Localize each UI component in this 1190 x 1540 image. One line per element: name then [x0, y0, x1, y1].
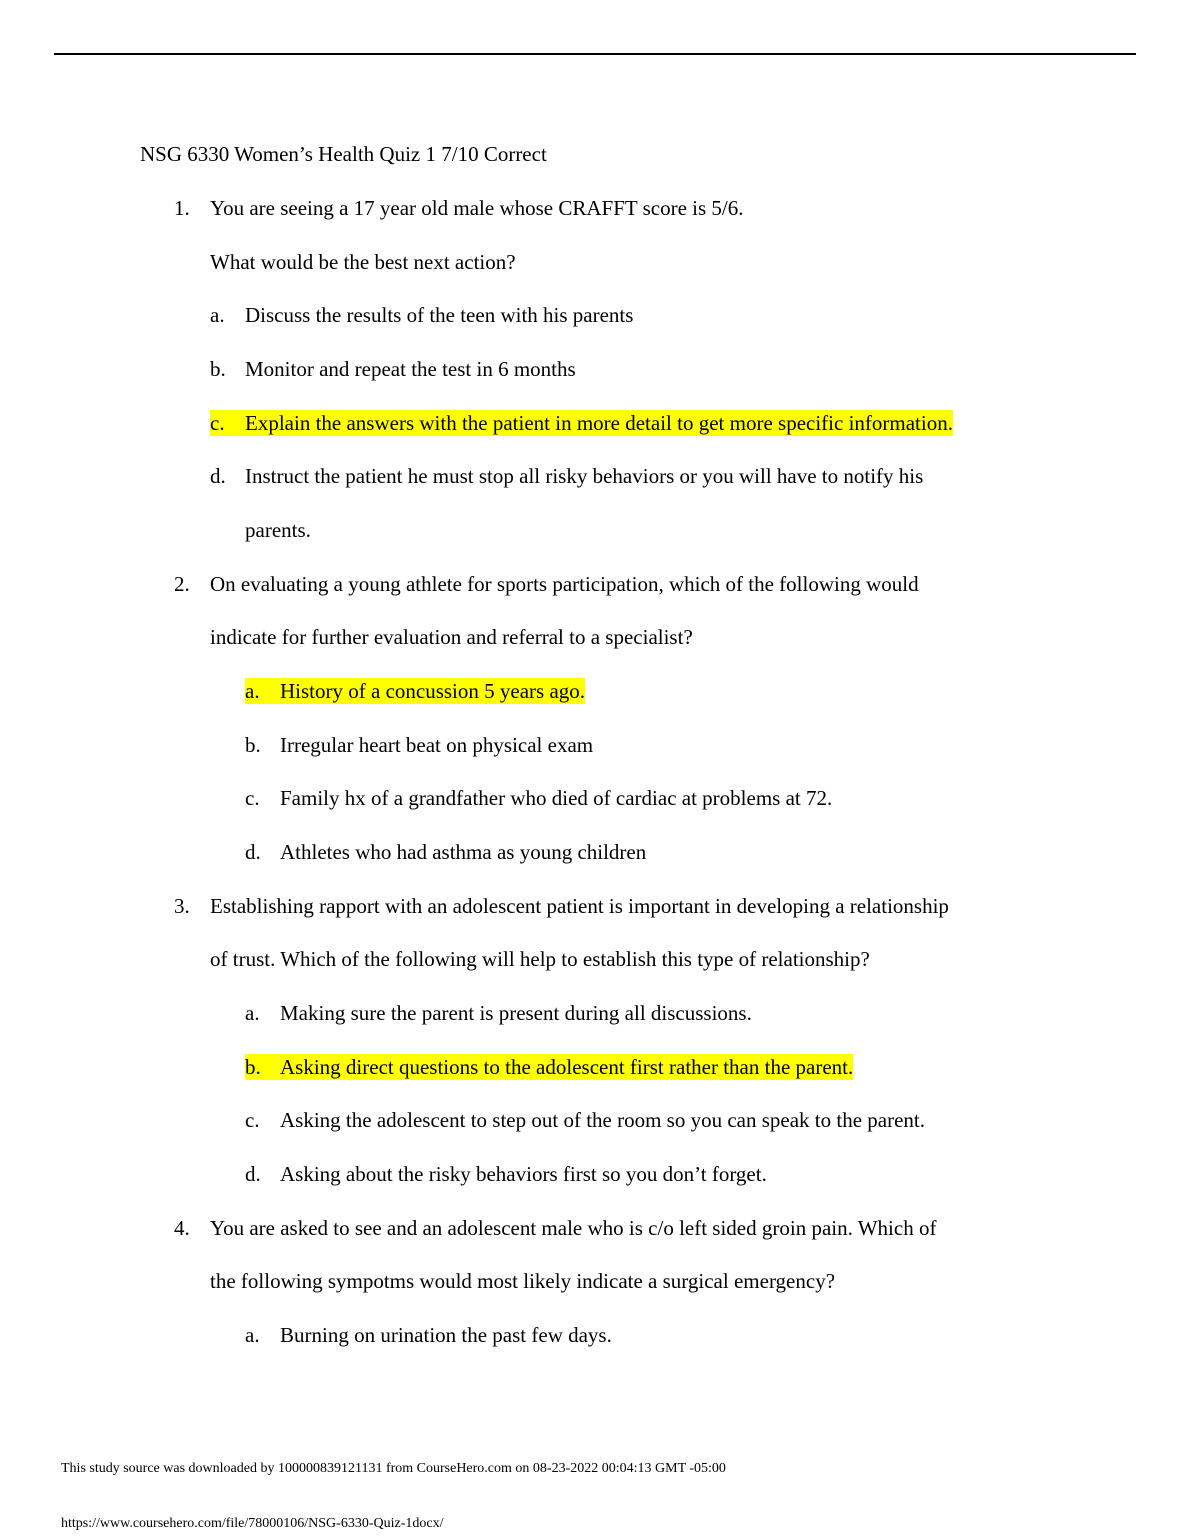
option-text: History of a concussion 5 years ago.: [280, 679, 586, 703]
option-text: Asking the adolescent to step out of the room so you can speak to the parent.: [280, 1108, 926, 1132]
question-text: Establishing rapport with an adolescent patient is important in developing a relationship: [210, 894, 949, 918]
option-text: parents.: [245, 518, 311, 542]
option-text: Asking direct questions to the adolescent first rather than the parent.: [280, 1055, 854, 1079]
question-text: On evaluating a young athlete for sports participation, which of the following would: [210, 572, 919, 596]
option-text: Athletes who had asthma as young children: [280, 840, 647, 864]
option-text: Asking about the risky behaviors first so you don’t forget.: [280, 1162, 767, 1186]
option-text: Discuss the results of the teen with his parents: [245, 303, 634, 327]
document-title: NSG 6330 Women’s Health Quiz 1 7/10 Correct: [140, 142, 547, 166]
highlighted-answer: [245, 1054, 853, 1080]
question-text: You are asked to see and an adolescent male who is c/o left sided groin pain. Which of: [210, 1216, 937, 1240]
option-text: Burning on urination the past few days.: [280, 1323, 612, 1347]
option-text: Making sure the parent is present during all discussions.: [280, 1001, 752, 1025]
question-text: the following sympotms would most likely indicate a surgical emergency?: [210, 1269, 836, 1293]
question-text: indicate for further evaluation and referral to a specialist?: [210, 625, 693, 649]
option-marker: c.: [245, 786, 260, 810]
question-number: 1.: [174, 196, 190, 220]
option-marker: b.: [245, 733, 261, 757]
option-marker: c.: [245, 1108, 260, 1132]
highlighted-answer: [245, 678, 585, 704]
question-text: of trust. Which of the following will help to establish this type of relationship?: [210, 947, 870, 971]
option-marker: b.: [210, 357, 226, 381]
option-marker: b.: [245, 1055, 261, 1079]
highlighted-answer: [210, 410, 953, 436]
option-text: Irregular heart beat on physical exam: [280, 733, 594, 757]
option-marker: d.: [245, 1162, 261, 1186]
option-text: Explain the answers with the patient in more detail to get more specific information.: [245, 411, 953, 435]
option-marker: a.: [210, 303, 225, 327]
question-text: What would be the best next action?: [210, 250, 516, 274]
option-marker: d.: [245, 840, 261, 864]
option-marker: d.: [210, 464, 226, 488]
option-marker: a.: [245, 1323, 260, 1347]
download-notice: This study source was downloaded by 100000839121131 from CourseHero.com on 08-23-2022 00:04:13 GMT -05:00: [61, 1461, 726, 1476]
question-number: 2.: [174, 572, 190, 596]
option-marker: a.: [245, 679, 260, 703]
option-marker: a.: [245, 1001, 260, 1025]
option-text: Monitor and repeat the test in 6 months: [245, 357, 576, 381]
header-rule: [54, 53, 1136, 55]
question-number: 4.: [174, 1216, 190, 1240]
option-marker: c.: [210, 411, 225, 435]
option-text: Family hx of a grandfather who died of cardiac at problems at 72.: [280, 786, 833, 810]
source-url[interactable]: https://www.coursehero.com/file/78000106/NSG-6330-Quiz-1docx/: [61, 1516, 444, 1531]
option-text: Instruct the patient he must stop all risky behaviors or you will have to notify his: [245, 464, 924, 488]
question-number: 3.: [174, 894, 190, 918]
question-text: You are seeing a 17 year old male whose CRAFFT score is 5/6.: [210, 196, 744, 220]
